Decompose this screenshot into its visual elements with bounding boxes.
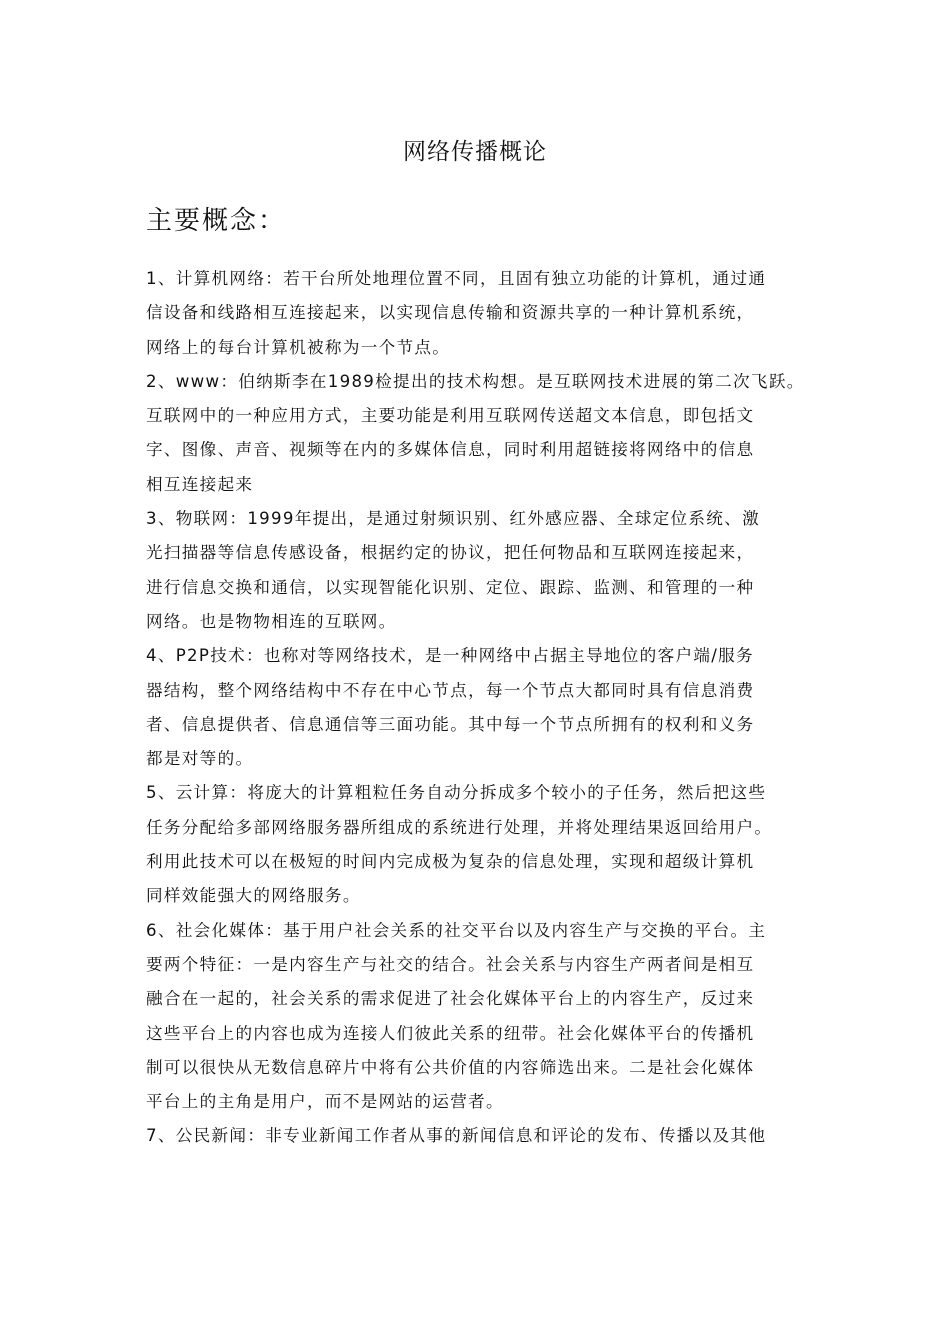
text-line: 光扫描器等信息传感设备，根据约定的协议，把任何物品和互联网连接起来， — [146, 543, 755, 563]
text-line: 利用此技术可以在极短的时间内完成极为复杂的信息处理，实现和超级计算机 — [146, 852, 755, 872]
text-line: 同样效能强大的网络服务。 — [146, 886, 361, 906]
text-line: 5、云计算：将庞大的计算粗粒任务自动分拆成多个较小的子任务，然后把这些 — [146, 783, 767, 803]
document-title: 网络传播概论 — [403, 139, 547, 165]
concept-entry-1 — [146, 262, 826, 365]
text-line: 1、计算机网络：若干台所处地理位置不同，且固有独立功能的计算机，通过通 — [146, 269, 767, 288]
text-line: 2、www：伯纳斯李在1989检提出的技术构想。是互联网技术进展的第二次飞跃。 — [146, 371, 805, 391]
text-line: 网络上的每台计算机被称为一个节点。 — [146, 337, 451, 357]
text-line: 网络。也是物物相连的互联网。 — [146, 611, 397, 631]
text-line: 制可以很快从无数信息碎片中将有公共价值的内容筛选出来。二是社会化媒体 — [146, 1057, 755, 1077]
text-line: 要两个特征：一是内容生产与社交的结合。社会关系与内容生产两者间是相互 — [146, 954, 755, 974]
text-line: 器结构，整个网络结构中不存在中心节点，每一个节点大都同时具有信息消费 — [146, 680, 755, 700]
text-line: 进行信息交换和通信，以实现智能化识别、定位、跟踪、监测、和管理的一种 — [146, 577, 755, 597]
text-line: 信设备和线路相互连接起来，以实现信息传输和资源共享的一种计算机系统， — [146, 303, 755, 323]
text-line: 相互连接起来 — [146, 474, 254, 494]
text-line: 者、信息提供者、信息通信等三面功能。其中每一个节点所拥有的权利和义务 — [146, 714, 755, 734]
text-line: 这些平台上的内容也成为连接人们彼此关系的纽带。社会化媒体平台的传播机 — [146, 1023, 755, 1043]
text-line: 字、图像、声音、视频等在内的多媒体信息，同时利用超链接将网络中的信息 — [146, 440, 755, 460]
text-line: 互联网中的一种应用方式，主要功能是利用互联网传送超文本信息，即包括文 — [146, 406, 755, 426]
text-line: 任务分配给多部网络服务器所组成的系统进行处理，并将处理结果返回给用户。 — [146, 817, 773, 837]
text-line: 都是对等的。 — [146, 749, 254, 769]
text-line: 平台上的主角是用户，而不是网站的运营者。 — [146, 1092, 504, 1112]
section-heading: 主要概念： — [146, 206, 287, 236]
text-line: 7、公民新闻：非专业新闻工作者从事的新闻信息和评论的发布、传播以及其他 — [146, 1126, 767, 1146]
concept-entry-4 — [146, 639, 826, 776]
text-line: 4、P2P技术：也称对等网络技术，是一种网络中占据主导地位的客户端/服务 — [146, 646, 754, 666]
text-line: 3、物联网：1999年提出，是通过射频识别、红外感应器、全球定位系统、激 — [146, 509, 760, 529]
concept-entry-3 — [146, 502, 826, 639]
concept-entry-2 — [146, 365, 826, 502]
text-line: 6、社会化媒体：基于用户社会关系的社交平台以及内容生产与交换的平台。主 — [146, 920, 767, 940]
concept-entry-5 — [146, 776, 826, 913]
concept-entry-7 — [146, 1119, 826, 1153]
concept-list — [146, 262, 826, 1154]
concept-entry-6 — [146, 914, 826, 1120]
text-line: 融合在一起的，社会关系的需求促进了社会化媒体平台上的内容生产，反过来 — [146, 989, 755, 1009]
